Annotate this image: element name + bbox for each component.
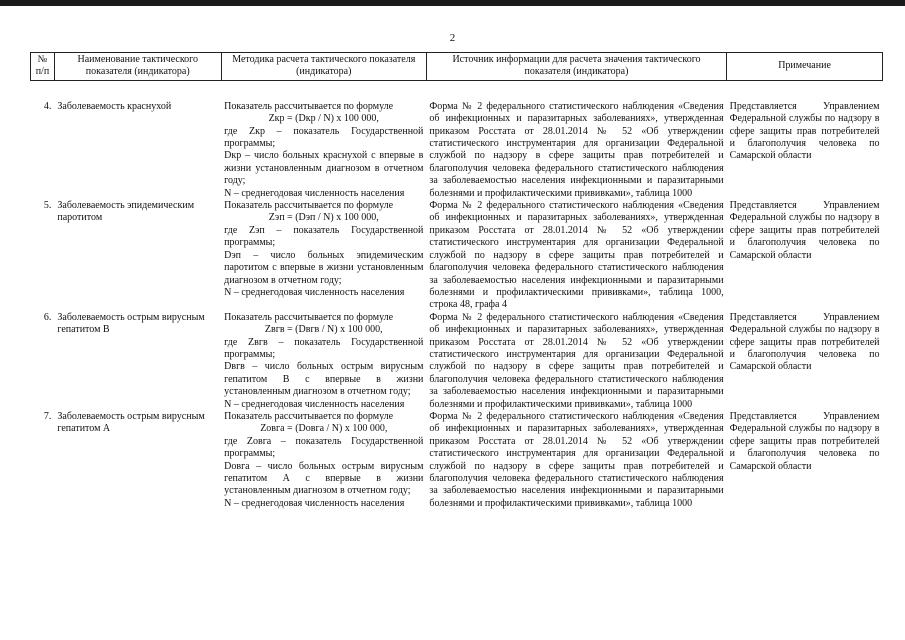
row-num: 7. <box>43 410 52 422</box>
method-n: N – среднегодовая численность населения <box>224 497 405 509</box>
row-name: Заболеваемость краснухой <box>57 100 172 112</box>
row-note: Представляется Управлением Федеральной службы по надзору в сфере защиты прав потребителей и благополучия человека по Самарской области <box>729 311 880 373</box>
row-method <box>221 411 426 510</box>
row-name: Заболеваемость эпидемическим паротитом <box>57 200 195 224</box>
row-source: Форма № 2 федерального статистического наблюдения «Сведения об инфекционных и паразитарных заболеваниях», утвержденная приказом Росстата от 28.01.2014 № 52 «Об утверждении статистического инструментария для организации Федеральной службой по надзору в сфере защиты прав потребителей и благополучия человека федерального статистического наблюдения за заболеваемостью населения инфекционными и паразитарными болезнями и профилактическими прививками», таблица 1000 <box>429 100 724 199</box>
method-intro: Показатель рассчитывается по формуле <box>224 311 394 323</box>
method-d: Dкр – число больных краснухой с впервые в жизни установленным диагнозом в отчетном году; <box>224 150 424 187</box>
row-name: Заболеваемость острым вирусным гепатитом В <box>57 311 205 336</box>
page-number: 2 <box>449 32 456 44</box>
table-row <box>31 312 883 411</box>
row-source: Форма № 2 федерального статистического наблюдения «Сведения об инфекционных и паразитарных заболеваниях», утвержденная приказом Росстата от 28.01.2014 № 52 «Об утверждении статистического инструментария для организации Федеральной службой по надзору в сфере защиты прав потребителей и благополучия человека федерального статистического наблюдения за заболеваемостью населения инфекционными и паразитарными болезнями и профилактическими прививками», таблица 1000 <box>429 410 724 509</box>
method-intro: Показатель рассчитывается по формуле <box>224 100 394 112</box>
method-z: где Zкр – показатель Государственной программы; <box>224 125 424 150</box>
page-top-border <box>0 0 905 6</box>
row-method <box>221 200 426 312</box>
row-num: 6. <box>43 311 52 323</box>
method-formula: Zкр = (Dкр / N) x 100 000, <box>268 113 379 125</box>
header-num: № п/п <box>31 53 55 81</box>
method-n: N – среднегодовая численность населения <box>224 398 405 410</box>
method-z: где Zвгв – показатель Государственной программы; <box>224 336 424 360</box>
method-n: N – среднегодовая численность населения <box>224 286 405 298</box>
table-header-row <box>31 53 883 81</box>
method-d: Dовгa – число больных острым вирусным гепатитом А с впервые в жизни установленным диагнозом в отчетном году; <box>224 460 424 497</box>
row-method <box>221 101 426 200</box>
spacer-row <box>31 80 883 101</box>
method-formula: Zвгв = (Dвгв / N) x 100 000, <box>264 324 383 336</box>
row-name: Заболеваемость острым вирусным гепатитом А <box>57 410 205 435</box>
row-method <box>221 312 426 411</box>
method-z: где Zэп – показатель Государственной программы; <box>224 224 424 249</box>
method-z: где Zовгa – показатель Государственной программы; <box>224 435 424 460</box>
method-formula: Zовгa = (Dовгa / N) x 100 000, <box>260 423 388 435</box>
method-d: Dвгв – число больных острым вирусным гепатитом В с впервые в жизни установленным диагнозом в отчетном году; <box>224 361 424 398</box>
row-source: Форма № 2 федерального статистического наблюдения «Сведения об инфекционных и паразитарных заболеваниях», утвержденная приказом Росстата от 28.01.2014 № 52 «Об утверждении статистического инструментария для организации Федеральной службой по надзору в сфере защиты прав потребителей и благополучия человека федерального статистического наблюдения за заболеваемостью населения инфекционными и паразитарными болезнями и профилактическими прививками», таблица 1000, строка 48, графа 4 <box>429 200 724 311</box>
table-row <box>31 101 883 200</box>
indicators-table <box>30 52 883 510</box>
table-row <box>31 411 883 510</box>
row-source: Форма № 2 федерального статистического наблюдения «Сведения об инфекционных и паразитарных заболеваниях», утвержденная приказом Росстата от 28.01.2014 № 52 «Об утверждении статистического инструментария для организации Федеральной службой по надзору в сфере защиты прав потребителей и благополучия человека федерального статистического наблюдения за заболеваемостью населения инфекционными и паразитарными болезнями и профилактическими прививками», таблица 1000 <box>429 311 724 410</box>
row-note: Представляется Управлением Федеральной службы по надзору в сфере защиты прав потребителей и благополучия человека по Самарской области <box>729 100 880 162</box>
method-intro: Показатель рассчитывается по формуле <box>224 410 394 422</box>
header-note: Примечание <box>727 53 883 81</box>
row-num: 5. <box>43 200 52 212</box>
row-num: 4. <box>43 100 52 112</box>
method-d: Dэп – число больных эпидемическим паротитом с впервые в жизни установленным диагнозом в отчетном году; <box>224 249 424 286</box>
table-row <box>31 200 883 312</box>
method-intro: Показатель рассчитывается по формуле <box>224 200 394 212</box>
header-source: Источник информации для расчета значения тактического показателя (индикатора) <box>426 53 726 81</box>
method-n: N – среднегодовая численность населения <box>224 187 405 199</box>
header-method: Методика расчета тактического показателя (индикатора) <box>221 53 426 81</box>
method-formula: Zэп = (Dэп / N) x 100 000, <box>268 212 379 224</box>
row-note: Представляется Управлением Федеральной службы по надзору в сфере защиты прав потребителей и благополучия человека по Самарской области <box>729 410 880 472</box>
header-name: Наименование тактического показателя (индикатора) <box>54 53 221 81</box>
row-note: Представляется Управлением Федеральной службы по надзору в сфере защиты прав потребителей и благополучия человека по Самарской области <box>729 200 880 261</box>
